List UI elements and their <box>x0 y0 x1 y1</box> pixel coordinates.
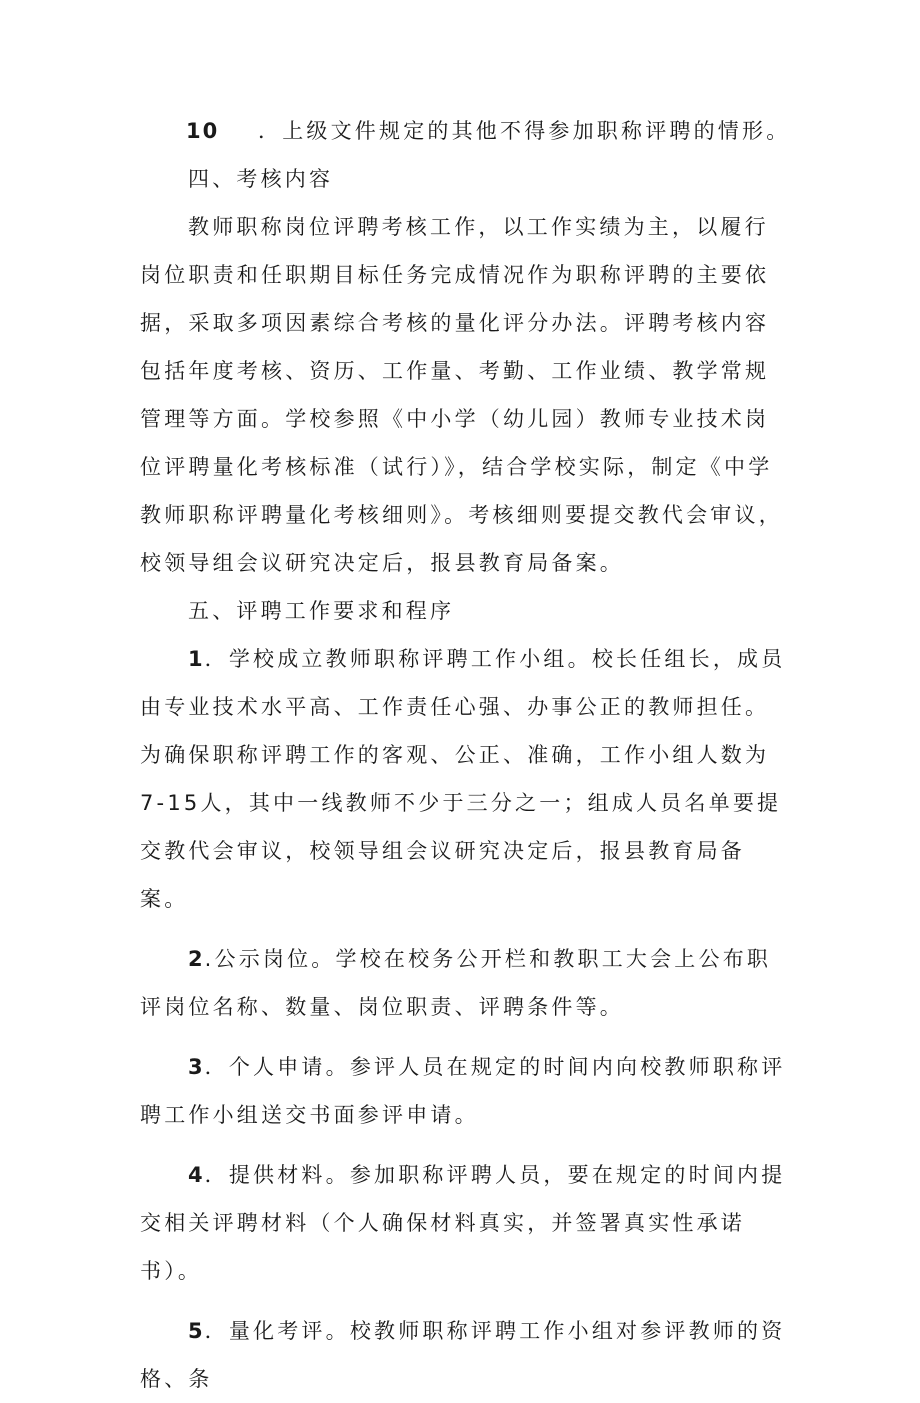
item-10-text: ．上级文件规定的其他不得参加职称评聘的情形。 <box>258 119 791 143</box>
item-10-line <box>186 107 806 155</box>
item-5-number: 5 <box>188 1319 205 1343</box>
item-2-text: .公示岗位。学校在校务公开栏和教职工大会上公布职评岗位名称、数量、岗位职责、评聘条件等。 <box>140 947 772 1019</box>
item-1-number: 1 <box>188 647 205 671</box>
item-2-number: 2 <box>188 947 205 971</box>
item-3-text: ．个人申请。参评人员在规定的时间内向校教师职称评聘工作小组送交书面参评申请。 <box>140 1055 786 1127</box>
section-4-heading: 四、考核内容 <box>188 167 334 191</box>
item-10-number: 10 <box>186 119 220 143</box>
item-5-text: ．量化考评。校教师职称评聘工作小组对参评教师的资格、条 <box>140 1319 786 1391</box>
item-1-paragraph <box>140 635 790 923</box>
item-3-number: 3 <box>188 1055 205 1079</box>
item-4-number: 4 <box>188 1163 205 1187</box>
document-body <box>140 155 790 1403</box>
section-5-heading: 五、评聘工作要求和程序 <box>188 599 455 623</box>
section-4-paragraph: 教师职称岗位评聘考核工作，以工作实绩为主，以履行岗位职责和任职期目标任务完成情况作为职称评聘的主要依据，采取多项因素综合考核的量化评分办法。评聘考核内容包括年度考核、资历、工作量、考勤、工作业绩、教学常规管理等方面。学校参照《中小学（幼儿园）教师专业技术岗位评聘量化考核标准（试行）》，结合学校实际，制定《中学教师职称评聘量化考核细则》。考核细则要提交教代会审议，校领导组会议研究决定后，报县教育局备案。 <box>140 215 783 575</box>
item-5-paragraph <box>140 1307 790 1403</box>
item-4-text: ．提供材料。参加职称评聘人员，要在规定的时间内提交相关评聘材料（个人确保材料真实，并签署真实性承诺书）。 <box>140 1163 786 1283</box>
item-2-paragraph <box>140 935 790 1031</box>
item-4-paragraph <box>140 1151 790 1295</box>
item-1-text: ．学校成立教师职称评聘工作小组。校长任组长，成员由专业技术水平高、工作责任心强、办事公正的教师担任。为确保职称评聘工作的客观、公正、准确，工作小组人数为7-15人，其中一线教师不少于三分之一；组成人员名单要提交教代会审议，校领导组会议研究决定后，报县教育局备案。 <box>140 647 786 911</box>
item-3-paragraph <box>140 1043 790 1139</box>
